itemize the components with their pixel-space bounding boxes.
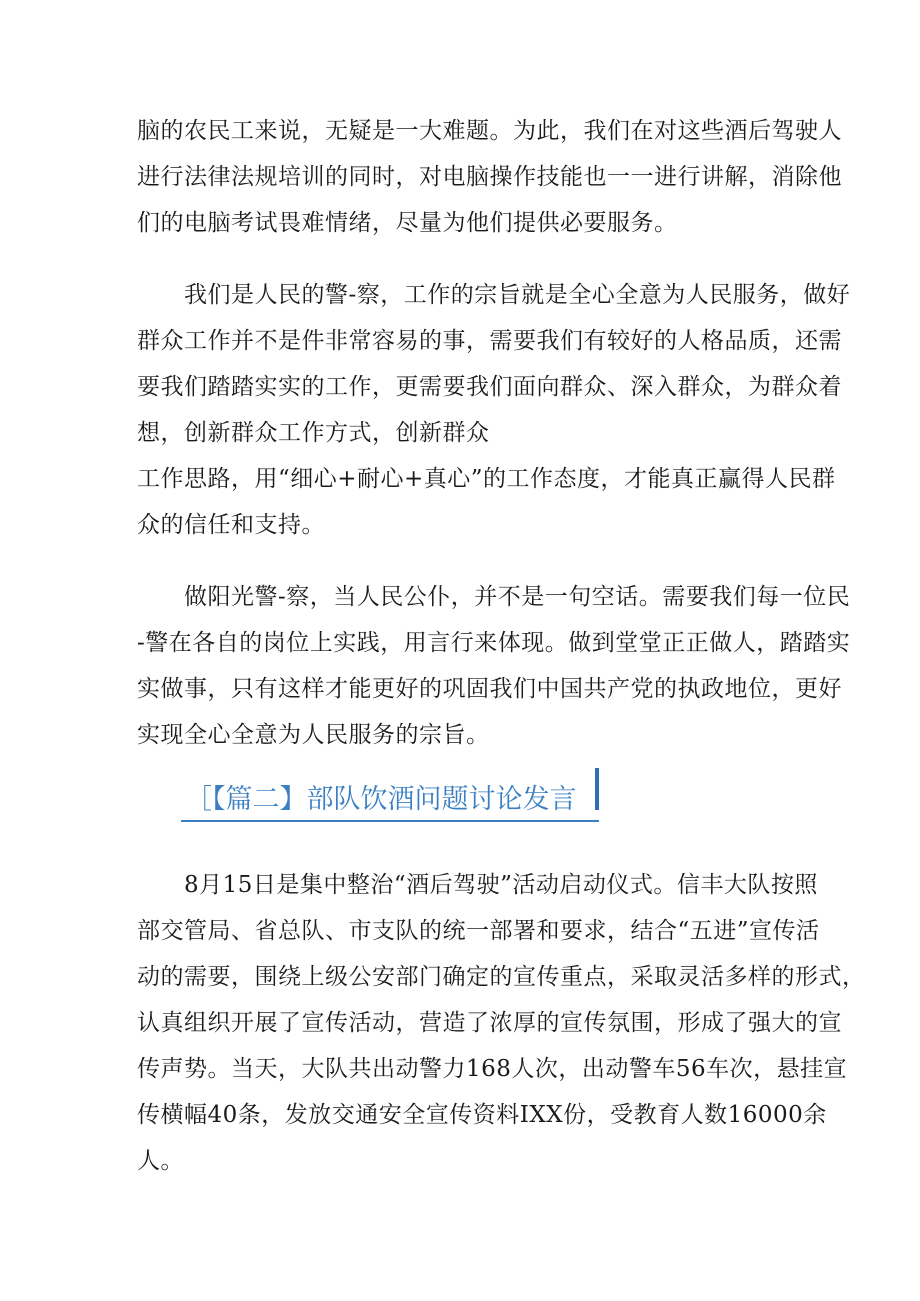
text-line: 众的信任和支持。 bbox=[137, 512, 325, 538]
text-line: 脑的农民工来说，无疑是一大难题。为此，我们在对这些酒后驾驶人 bbox=[137, 118, 842, 144]
text-line: 实做事，只有这样才能更好的巩固我们中国共产党的执政地位，更好 bbox=[137, 676, 842, 702]
text-line: 实现全心全意为人民服务的宗旨。 bbox=[137, 722, 490, 748]
document-page bbox=[137, 108, 866, 1184]
section-heading-wrap bbox=[137, 780, 797, 832]
text-line: -警在各自的岗位上实践，用言行来体现。做到堂堂正正做人，踏踏实 bbox=[137, 630, 851, 656]
text-line: 要我们踏踏实实的工作，更需要我们面向群众、深入群众，为群众着 bbox=[137, 374, 842, 400]
text-line: 进行法律法规培训的同时，对电脑操作技能也一一进行讲解，消除他 bbox=[137, 164, 842, 190]
text-line: 人。 bbox=[137, 1148, 184, 1174]
text-line: 工作思路，用“细心+耐心+真心”的工作态度，才能真正赢得人民群 bbox=[137, 466, 836, 492]
text-line: 我们是人民的警-察，工作的宗旨就是全心全意为人民服务，做好 bbox=[137, 282, 851, 308]
text-line: 8月15日是集中整治“酒后驾驶”活动启动仪式。信丰大队按照 bbox=[137, 872, 818, 898]
text-line: 传声势。当天，大队共出动警力168人次，出动警车56车次，悬挂宣 bbox=[137, 1056, 848, 1082]
section-heading-text: ［【篇二】部队饮酒问题讨论发言 bbox=[185, 784, 577, 815]
text-line: 们的电脑考试畏难情绪，尽量为他们提供必要服务。 bbox=[137, 210, 678, 236]
paragraph-2 bbox=[137, 272, 851, 548]
paragraph-3 bbox=[137, 574, 851, 758]
text-line: 动的需要，围绕上级公安部门确定的宣传重点，采取灵活多样的形式， bbox=[137, 964, 866, 990]
text-line: 群众工作并不是件非常容易的事，需要我们有较好的人格品质，还需 bbox=[137, 328, 842, 354]
text-cursor-icon bbox=[595, 768, 599, 810]
text-line: 想，创新群众工作方式，创新群众 bbox=[137, 420, 490, 446]
section-heading-link[interactable] bbox=[181, 780, 599, 822]
paragraph-4 bbox=[137, 862, 866, 1184]
text-line: 认真组织开展了宣传活动，营造了浓厚的宣传氛围，形成了强大的宣 bbox=[137, 1010, 842, 1036]
text-line: 部交管局、省总队、市支队的统一部署和要求，结合“五进”宣传活 bbox=[137, 918, 820, 944]
text-line: 传横幅40条，发放交通安全宣传资料IXX份，受教育人数16000余 bbox=[137, 1102, 827, 1128]
text-line: 做阳光警-察，当人民公仆，并不是一句空话。需要我们每一位民 bbox=[137, 584, 851, 610]
paragraph-1 bbox=[137, 108, 842, 246]
